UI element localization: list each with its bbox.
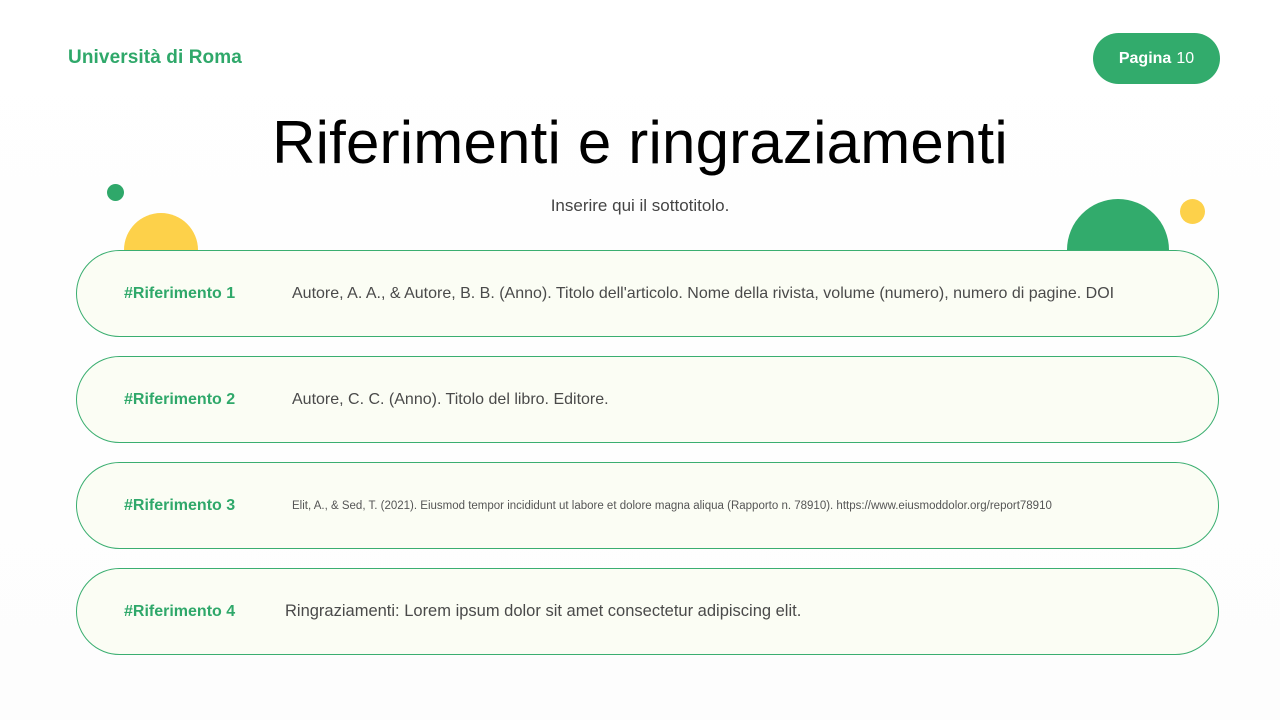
- acknowledgements-text: Ringraziamenti: Lorem ipsum dolor sit amet consectetur adipiscing elit.: [285, 602, 802, 620]
- reference-label: #Riferimento 2: [124, 390, 236, 408]
- reference-label: #Riferimento 3: [124, 496, 236, 514]
- university-brand: Università di Roma: [68, 47, 242, 68]
- reference-label: #Riferimento 4: [124, 602, 236, 620]
- reference-text: Autore, A. A., & Autore, B. B. (Anno). Titolo dell'articolo. Nome della rivista, volume (numero), numero di pagine. DOI: [292, 284, 1115, 302]
- page-number: 10: [1176, 49, 1195, 67]
- reference-card-2: [76, 356, 1219, 443]
- reference-text: Elit, A., & Sed, T. (2021). Eiusmod tempor incididunt ut labore et dolore magna aliqua (Rapporto n. 78910). https://www.eiusmoddolor.org/report78910: [292, 499, 1052, 512]
- decorative-green-dot: [107, 184, 124, 201]
- references-list: [76, 250, 1219, 674]
- page-word: Pagina: [1118, 49, 1172, 67]
- reference-card-1: [76, 250, 1219, 337]
- slide-title: Riferimenti e ringraziamenti: [272, 109, 1008, 176]
- slide-subtitle: Inserire qui il sottotitolo.: [550, 196, 730, 215]
- reference-text: Autore, C. C. (Anno). Titolo del libro. Editore.: [292, 390, 609, 408]
- reference-label: #Riferimento 1: [124, 284, 236, 302]
- page-number-badge: [1093, 33, 1220, 84]
- acknowledgements-card: [76, 568, 1219, 655]
- reference-card-3: [76, 462, 1219, 549]
- decorative-yellow-dot: [1180, 199, 1205, 224]
